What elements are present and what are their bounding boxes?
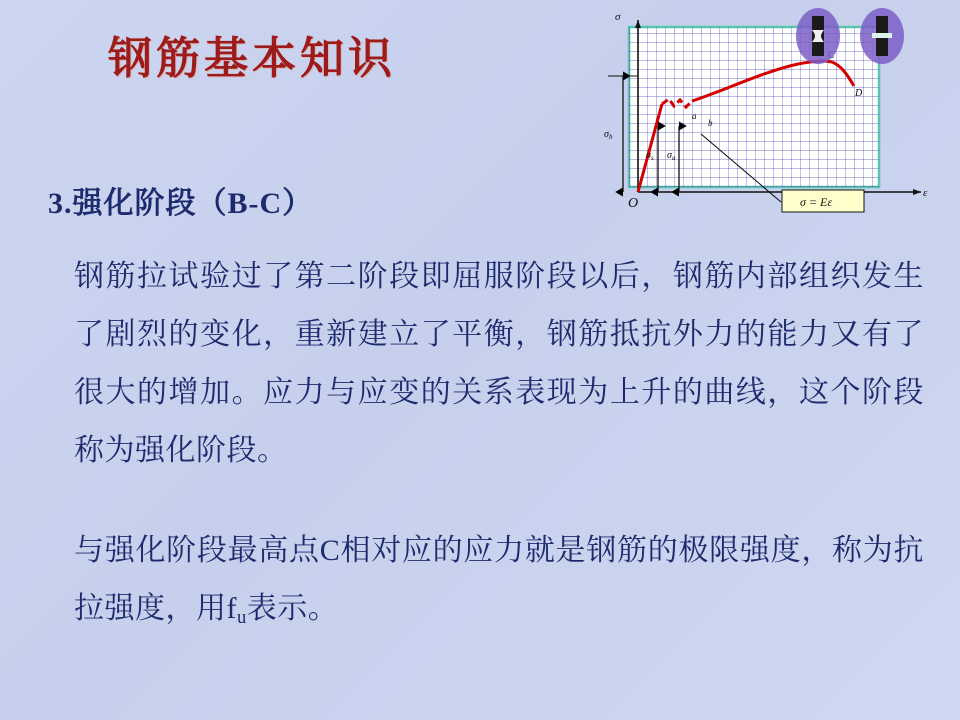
paragraph-2-text-start: 与强化阶段最高点C相对应的应力就是钢筋的极限强度，称为抗拉强度，用f <box>74 534 924 625</box>
section-heading <box>48 178 313 222</box>
paragraph-2-text-end: 表示。 <box>246 592 339 625</box>
subscript-u: u <box>237 607 247 629</box>
section-number: 3. <box>48 187 73 220</box>
svg-text:σb: $\sigma_b$ <box>604 129 613 141</box>
plot-panel <box>629 27 879 187</box>
specimen-icon-necked <box>796 8 840 64</box>
svg-text:ε: ε <box>923 187 928 199</box>
section-title: 强化阶段（B-C） <box>72 187 314 220</box>
stress-strain-diagram <box>566 6 954 216</box>
body-paragraph-1: 钢筋拉试验过了第二阶段即屈服阶段以后，钢筋内部组织发生了剧烈的变化，重新建立了平衡，钢筋抵抗外力的能力又有了很大的增加。应力与应变的关系表现为上升的曲线，这个阶段称为强化阶段。 <box>74 260 924 467</box>
svg-text:a: a <box>692 111 697 121</box>
svg-text:σ: σ <box>615 11 621 23</box>
svg-text:O: O <box>628 196 639 211</box>
svg-text:σ = Eε: σ = Eε <box>800 195 833 209</box>
specimen-icon-fractured <box>860 8 904 64</box>
svg-text:b: b <box>708 118 713 128</box>
svg-text:σa: $\sigma_a$ <box>667 150 676 162</box>
svg-text:D: D <box>855 88 863 99</box>
page-title: 钢筋基本知识 <box>108 34 396 83</box>
svg-text:σs: $\sigma_s$ <box>646 150 654 162</box>
body-paragraph-2 <box>74 522 924 642</box>
